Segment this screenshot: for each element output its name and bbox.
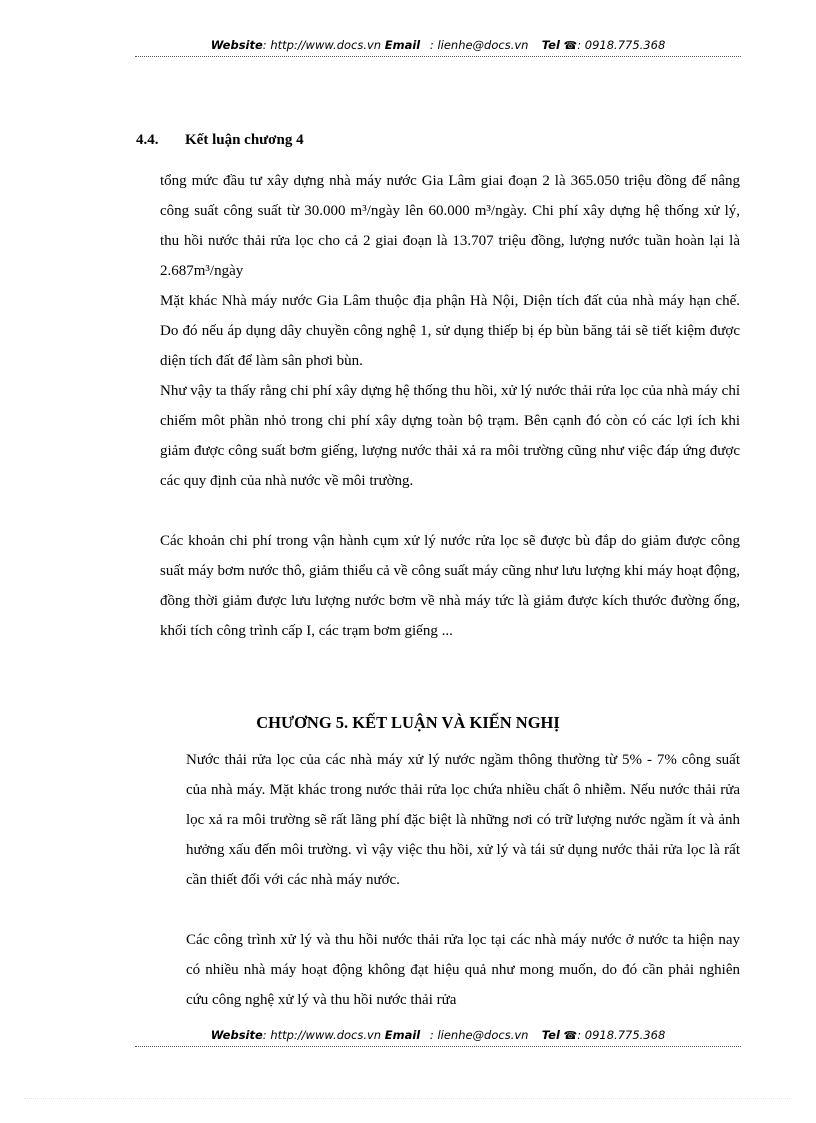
footer-email-link[interactable]: lienhe@docs.vn: [437, 1028, 529, 1042]
section-paragraph-3: Như vậy ta thấy rằng chi phí xây dựng hệ thống thu hồi, xử lý nước thải rửa lọc của nhà máy chỉ chiếm môt phần nhỏ trong chi phí xây dựng toàn bộ trạm. Bên cạnh đó còn có các lợi ích khi giảm được công suất bơm giếng, lượng nước thải xả ra môi trường cũng như việc đáp ứng được các quy định của nhà nước về môi trường.: [160, 383, 740, 489]
phone-icon: ☎: [563, 1029, 578, 1042]
footer-website-link[interactable]: http://www.docs.vn: [270, 1028, 382, 1042]
section-paragraph-2: Mặt khác Nhà máy nước Gia Lâm thuộc địa phận Hà Nội, Diện tích đất của nhà máy hạn chế. Do đó nếu áp dụng dây chuyền công nghệ 1, sử dụng thiếp bị ép bùn băng tải sẽ tiết kiệm được diện tích đất để làm sân phơi bùn.: [160, 293, 740, 369]
page-edge-divider: [24, 1098, 792, 1099]
section-paragraph-4: Các khoản chi phí trong vận hành cụm xử lý nước rửa lọc sẽ được bù đắp do giảm được công suất máy bơm nước thô, giảm thiểu cả về công suất máy cũng như lưu lượng khi máy hoạt động, đồng thời giảm được lưu lượng nước bơm về nhà máy tức là giảm được kích thước đường ống, khối tích công trình cấp I, các trạm bơm giếng ...: [160, 533, 740, 639]
footer-tel-label: Tel: [541, 1028, 560, 1042]
footer-website-label: Website: [210, 1028, 263, 1042]
footer-email-label: Email: [384, 1028, 421, 1042]
footer-tel-value: 0918.775.368: [584, 1028, 666, 1042]
header-website-link[interactable]: http://www.docs.vn: [270, 38, 382, 52]
section-number: 4.4.: [136, 132, 159, 148]
header-website-label: Website: [210, 38, 263, 52]
chapter-title: CHƯƠNG 5. KẾT LUẬN VÀ KIẾN NGHỊ: [256, 713, 560, 732]
header-email-link[interactable]: lienhe@docs.vn: [437, 38, 529, 52]
header-tel-value: 0918.775.368: [584, 38, 666, 52]
footer-rule: [135, 1046, 741, 1047]
chapter-paragraph-1: Nước thải rửa lọc của các nhà máy xử lý nước ngầm thông thường từ 5% - 7% công suất của nhà máy. Mặt khác trong nước thải rửa lọc chứa nhiều chất ô nhiễm. Nếu nước thải rửa lọc xả ra môi trường sẽ rất lãng phí đặc biệt là những nơi có trữ lượng nước ngầm ít và ảnh hưởng xấu đến môi trường. vì vậy việc thu hồi, xử lý và tái sử dụng nước thải rửa lọc là rất cần thiết đối với các nhà máy nước.: [186, 752, 740, 888]
phone-icon: ☎: [563, 39, 578, 52]
page-header: Website: http://www.docs.vn Email : lienhe@docs.vn Tel ☎: 0918.775.368: [210, 38, 666, 52]
section-title: Kết luận chương 4: [185, 132, 304, 148]
page-footer: Website: http://www.docs.vn Email : lienhe@docs.vn Tel ☎: 0918.775.368: [210, 1028, 666, 1042]
chapter-paragraph-2: Các công trình xử lý và thu hồi nước thải rửa lọc tại các nhà máy nước ở nước ta hiện nay có nhiều nhà máy hoạt động không đạt hiệu quả như mong muốn, do đó cần phải nghiên cứu công nghệ xử lý và thu hồi nước thải rửa: [186, 932, 740, 1008]
header-rule: [135, 56, 741, 57]
header-email-label: Email: [384, 38, 421, 52]
section-paragraph-1: tổng mức đầu tư xây dựng nhà máy nước Gia Lâm giai đoạn 2 là 365.050 triệu đồng để nâng công suất công suất từ 30.000 m³/ngày lên 60.000 m³/ngày. Chi phí xây dựng hệ thống xử lý, thu hồi nước thải rửa lọc cho cả 2 giai đoạn là 13.707 triệu đồng, lượng nước tuần hoàn lại là 2.687m³/ngày: [160, 173, 740, 279]
header-tel-label: Tel: [541, 38, 560, 52]
